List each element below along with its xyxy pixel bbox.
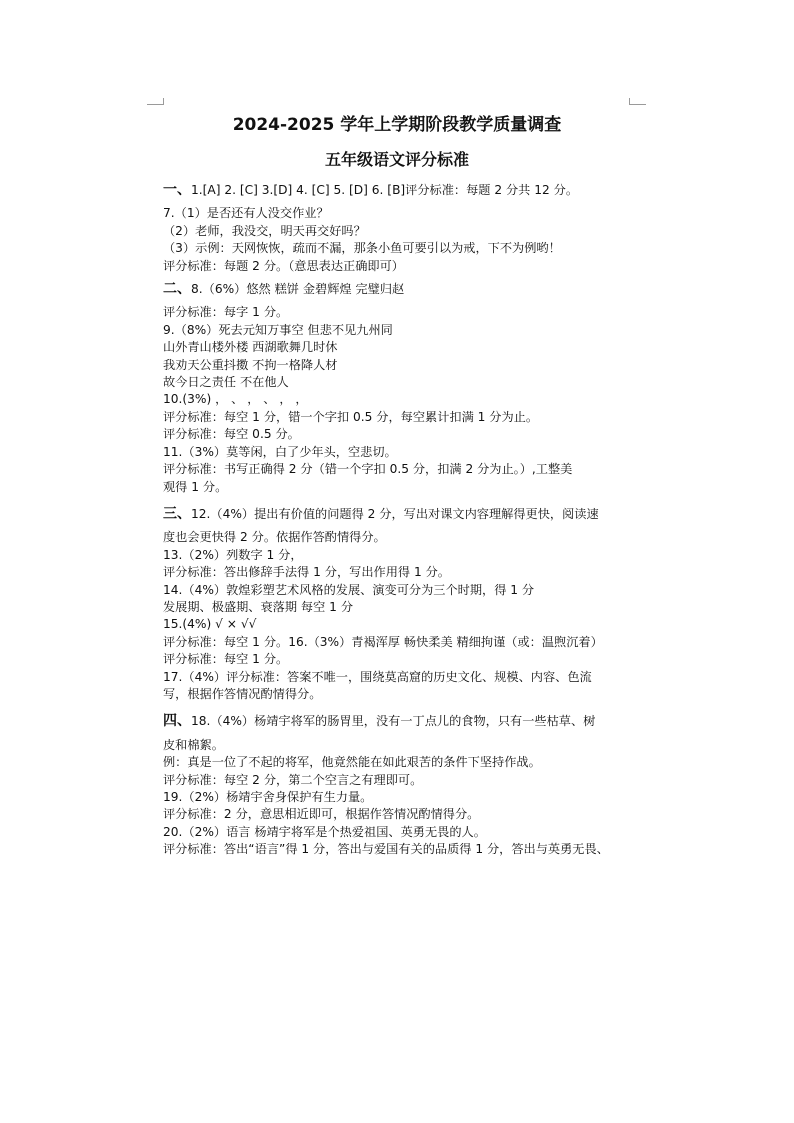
section-mark-1: 一、 [163, 182, 191, 198]
q19-score: 评分标准：2 分，意思相近即可，根据作答情况酌情得分。 [163, 807, 480, 822]
q9-line3: 我劝天公重抖擞 不拘一格降人材 [163, 357, 338, 372]
q7-score: 评分标准：每题 2 分。（意思表达正确即可） [163, 258, 404, 273]
section2-q8 [163, 281, 631, 298]
q15-answer: 15.(4%) √ × √√ [163, 617, 257, 632]
q14-answer: 14.（4%）敦煌彩塑艺术风格的发展、演变可分为三个时期，得 1 分 [163, 582, 535, 597]
q20-answer: 20.（2%）语言 杨靖宇将军是个热爱祖国、英勇无畏的人。 [163, 824, 486, 839]
section1-answer-text: 1.[A] 2. [C] 3.[D] 4. [C] 5. [D] 6. [B]评分标准：每题 2 分共 12 分。 [191, 183, 579, 197]
margin-mark-top-left [147, 98, 164, 105]
q19-answer: 19.（2%）杨靖宇舍身保护有生力量。 [163, 790, 373, 804]
q18-example: 例：真是一位了不起的将军，他竟然能在如此艰苦的条件下坚持作战。 [163, 755, 541, 770]
q15-score: 评分标准：每空 1 分。16.（3%）青褐浑厚 畅快柔美 精细拘谨（或：温煦沉着） [163, 634, 603, 649]
section-mark-2: 二、 [163, 281, 191, 298]
q18-text-b: 皮和棉絮。 [163, 737, 224, 752]
q14-answer-b: 发展期、极盛期、衰落期 每空 1 分 [163, 599, 354, 614]
q11-answer: 11.（3%）莫等闲，白了少年头，空悲切。 [163, 444, 397, 459]
q13-answer: 13.（2%）列数字 1 分， [163, 547, 303, 562]
q9-line1: 9.（8%）死去元知万事空 但悲不见九州同 [163, 322, 393, 337]
q11-score-b: 观得 1 分。 [163, 479, 228, 494]
q20-score: 评分标准：答出“语言”得 1 分，答出与爱国有关的品质得 1 分，答出与英勇无畏、 [163, 842, 609, 857]
section3-q12 [163, 506, 631, 523]
section-mark-4: 四、 [163, 713, 191, 730]
q7-part2: （2）老师，我没交，明天再交好吗？ [163, 223, 366, 238]
page-subtitle: 五年级语文评分标准 [324, 150, 469, 169]
q8-score: 评分标准：每字 1 分。 [163, 305, 289, 320]
q12-text-b: 度也会更快得 2 分。依据作答酌情得分。 [163, 530, 386, 545]
section4-q18 [163, 713, 631, 730]
section-mark-3: 三、 [163, 505, 191, 522]
q8-answer: 8.（6%）悠然 糕饼 金碧辉煌 完璧归赵 [191, 282, 405, 297]
page-title: 2024-2025 学年上学期阶段教学质量调查 [232, 115, 562, 135]
q13-score: 评分标准：答出修辞手法得 1 分，写出作用得 1 分。 [163, 565, 450, 580]
q11-score-a: 评分标准：书写正确得 2 分（错一个字扣 0.5 分，扣满 2 分为止。）,工整美 [163, 462, 573, 477]
q17-text-b: 写，根据作答情况酌情得分。 [163, 686, 322, 701]
q12-text-a: 12.（4%）提出有价值的问题得 2 分，写出对课文内容理解得更快，阅读速 [191, 506, 599, 521]
document-page [163, 108, 631, 859]
q16-score: 评分标准：每空 1 分。 [163, 652, 289, 667]
margin-mark-top-right [629, 98, 646, 105]
q18-score: 评分标准：每空 2 分，第二个空言之有理即可。 [163, 772, 423, 787]
q7-part1: 7.（1）是否还有人没交作业？ [163, 206, 329, 221]
q10-score1: 评分标准：每空 1 分，错一个字扣 0.5 分，每空累计扣满 1 分为止。 [163, 409, 539, 424]
q9-line2: 山外青山楼外楼 西湖歌舞几时休 [163, 340, 338, 355]
q9-line4: 故今日之责任 不在他人 [163, 375, 289, 390]
q7-part3: （3）示例：天网恢恢，疏而不漏，那条小鱼可要引以为戒，下不为例哟！ [163, 241, 561, 256]
section1-answers [163, 182, 631, 199]
q17-text-a: 17.（4%）评分标准：答案不唯一，围绕莫高窟的历史文化、规模、内容、色流 [163, 669, 592, 684]
q10-score2: 评分标准：每空 0.5 分。 [163, 427, 300, 442]
q10-answer: 10.(3%) ， 、 ， 、 ， ， [163, 392, 308, 407]
q18-text-a: 18.（4%）杨靖宇将军的肠胃里，没有一丁点儿的食物，只有一些枯草、树 [191, 714, 596, 729]
